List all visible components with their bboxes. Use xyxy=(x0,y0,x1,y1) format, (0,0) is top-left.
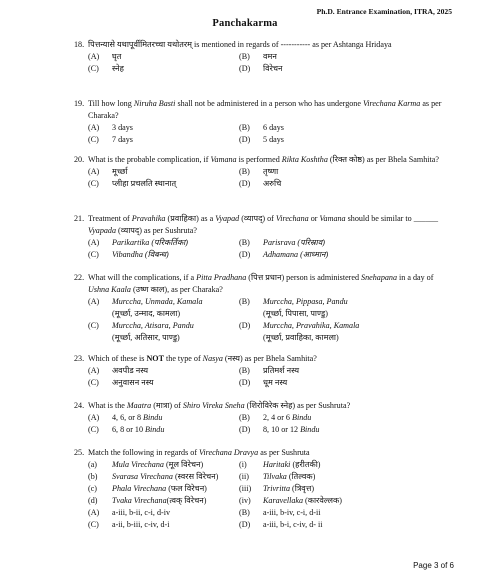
question-text: What will the complications, if a Pitta Pradhana (पित्त प्रधान) person is administered Snehapana in a day of Ushna Kaala (उष्ण काल), as per Charaka? xyxy=(88,273,434,294)
page-number: Page 3 of 6 xyxy=(413,561,454,570)
option-d: (D) Adhamana (आध्मान) xyxy=(239,250,329,259)
option-c: (C) Vibandha (विबन्ध) xyxy=(88,250,169,259)
question-text: पित्तन्यासे यथापूर्वीमितरच्चा यथोतरम् is mentioned in regards of ----------- as per Ashtanga Hridaya xyxy=(88,40,392,49)
option-c: (C) स्नेह xyxy=(88,64,124,73)
question-24 xyxy=(74,400,444,436)
match-left: (c) Phala Virechana (फल विरेचन) xyxy=(88,484,207,493)
options-row xyxy=(74,296,444,308)
option-a: (A) 4, 6, or 8 Bindu xyxy=(88,413,163,422)
question-number: 25. xyxy=(74,448,85,457)
question-20 xyxy=(74,154,444,190)
option-a: (A) Murccha, Unmada, Kamala xyxy=(88,297,203,306)
option-d: (D) 8, 10 or 12 Bindu xyxy=(239,425,320,434)
option-a: (A) a-iii, b-ii, c-i, d-iv xyxy=(88,508,170,517)
option-d: (D) a-iii, b-i, c-iv, d- ii xyxy=(239,520,323,529)
option-c: (C) प्लीहा प्रचलति स्थानात् xyxy=(88,179,177,188)
section-title: Panchakarma xyxy=(212,18,278,29)
option-a-devanagari: (मूर्च्छा, उन्माद, कामला) xyxy=(112,309,181,318)
option-b: (B) प्रतिमर्श नस्य xyxy=(239,366,300,375)
match-left: (d) Tvaka Virechana(त्वक् विरेचन) xyxy=(88,496,207,505)
match-right: (iii) Trivritta (त्रिवृत्त) xyxy=(239,484,315,493)
option-a: (A) 3 days xyxy=(88,123,133,132)
option-a: (A) घृत xyxy=(88,52,122,61)
options-row xyxy=(74,166,444,178)
question-number: 23. xyxy=(74,354,85,363)
option-d: (D) 5 days xyxy=(239,135,284,144)
question-text: Till how long Niruha Basti shall not be administered in a person who has undergone Virechana Karma as per Charaka? xyxy=(88,99,442,120)
question-22 xyxy=(74,272,444,344)
option-c: (C) 7 days xyxy=(88,135,133,144)
option-b: (B) वमन xyxy=(239,52,277,61)
options-row xyxy=(74,63,444,75)
match-left: (b) Svarasa Virechana (स्वरस विरेचन) xyxy=(88,472,219,481)
option-d: (D) विरेचन xyxy=(239,64,283,73)
question-21 xyxy=(74,213,444,261)
option-c: (C) 6, 8 or 10 Bindu xyxy=(88,425,165,434)
option-b-devanagari: (मूर्च्छा, पिपासा, पाण्डु) xyxy=(263,309,328,318)
question-number: 21. xyxy=(74,214,85,223)
option-d-devanagari: (मूर्च्छा, प्रवाहिका, कामला) xyxy=(263,333,339,342)
match-row xyxy=(74,471,444,483)
question-number: 18. xyxy=(74,40,85,49)
match-row xyxy=(74,483,444,495)
options-row xyxy=(74,178,444,190)
option-c: (C) Murccha, Atisara, Pandu xyxy=(88,321,194,330)
options-row xyxy=(74,412,444,424)
match-left: (a) Mula Virechana (मूल विरेचन) xyxy=(88,460,204,469)
options-row xyxy=(74,122,444,134)
question-18 xyxy=(74,39,444,75)
options-row xyxy=(74,134,444,146)
question-text: What is the Maatra (मात्रा) of Shiro Vireka Sneha (शिरोविरेक स्नेह) as per Sushruta? xyxy=(88,401,351,410)
match-right: (ii) Tilvaka (तिल्वक) xyxy=(239,472,316,481)
question-number: 19. xyxy=(74,99,85,108)
option-b: (B) Murccha, Pippasa, Pandu xyxy=(239,297,348,306)
option-a: (A) अवपीड नस्य xyxy=(88,366,149,375)
option-b: (B) 2, 4 or 6 Bindu xyxy=(239,413,312,422)
option-c: (C) a-ii, b-iii, c-iv, d-i xyxy=(88,520,170,529)
options-row xyxy=(74,332,444,344)
option-c-devanagari: (मूर्च्छा, अतिसार, पाण्डु) xyxy=(112,333,180,342)
question-25 xyxy=(74,447,444,531)
options-row xyxy=(74,424,444,436)
match-right: (iv) Karavellaka (कारवेल्लक) xyxy=(239,496,342,505)
option-c: (C) अनुवासन नस्य xyxy=(88,378,154,387)
options-row xyxy=(74,308,444,320)
options-row xyxy=(74,507,444,519)
option-d: (D) धूम नस्य xyxy=(239,378,288,387)
question-text: Which of these is NOT the type of Nasya (नस्य) as per Bhela Samhita? xyxy=(88,354,317,363)
question-19 xyxy=(74,98,444,146)
option-a: (A) मूर्च्छा xyxy=(88,167,128,176)
options-row xyxy=(74,365,444,377)
option-b: (B) a-iii, b-iv, c-i, d-ii xyxy=(239,508,321,517)
exam-header: Ph.D. Entrance Examination, ITRA, 2025 xyxy=(316,7,452,16)
option-b: (B) तृष्णा xyxy=(239,167,279,176)
match-right: (i) Haritaki (हरीतकी) xyxy=(239,460,321,469)
options-row xyxy=(74,377,444,389)
option-d: (D) Murccha, Pravahika, Kamala xyxy=(239,321,360,330)
options-row xyxy=(74,320,444,332)
option-a: (A) Parikartika (परिकर्तिका) xyxy=(88,238,188,247)
option-d: (D) अरुचि xyxy=(239,179,282,188)
option-b: (B) 6 days xyxy=(239,123,284,132)
question-number: 24. xyxy=(74,401,85,410)
match-row xyxy=(74,495,444,507)
match-row xyxy=(74,459,444,471)
question-text: Match the following in regards of Virechana Dravya as per Sushruta xyxy=(88,448,310,457)
question-text: Treatment of Pravahika (प्रवाहिका) as a Vyapad (व्यापद्) of Virechana or Vamana should be similar to ______ Vyapada (व्यापद्) as per Sushruta? xyxy=(88,214,438,235)
options-row xyxy=(74,519,444,531)
question-23 xyxy=(74,353,444,389)
options-row xyxy=(74,237,444,249)
option-b: (B) Parisrava (परिस्राव) xyxy=(239,238,325,247)
options-row xyxy=(74,51,444,63)
question-number: 22. xyxy=(74,273,85,282)
question-number: 20. xyxy=(74,155,85,164)
options-row xyxy=(74,249,444,261)
question-text: What is the probable complication, if Vamana is performed Rikta Koshtha (रिक्त कोष्ठ) as per Bhela Samhita? xyxy=(88,155,439,164)
